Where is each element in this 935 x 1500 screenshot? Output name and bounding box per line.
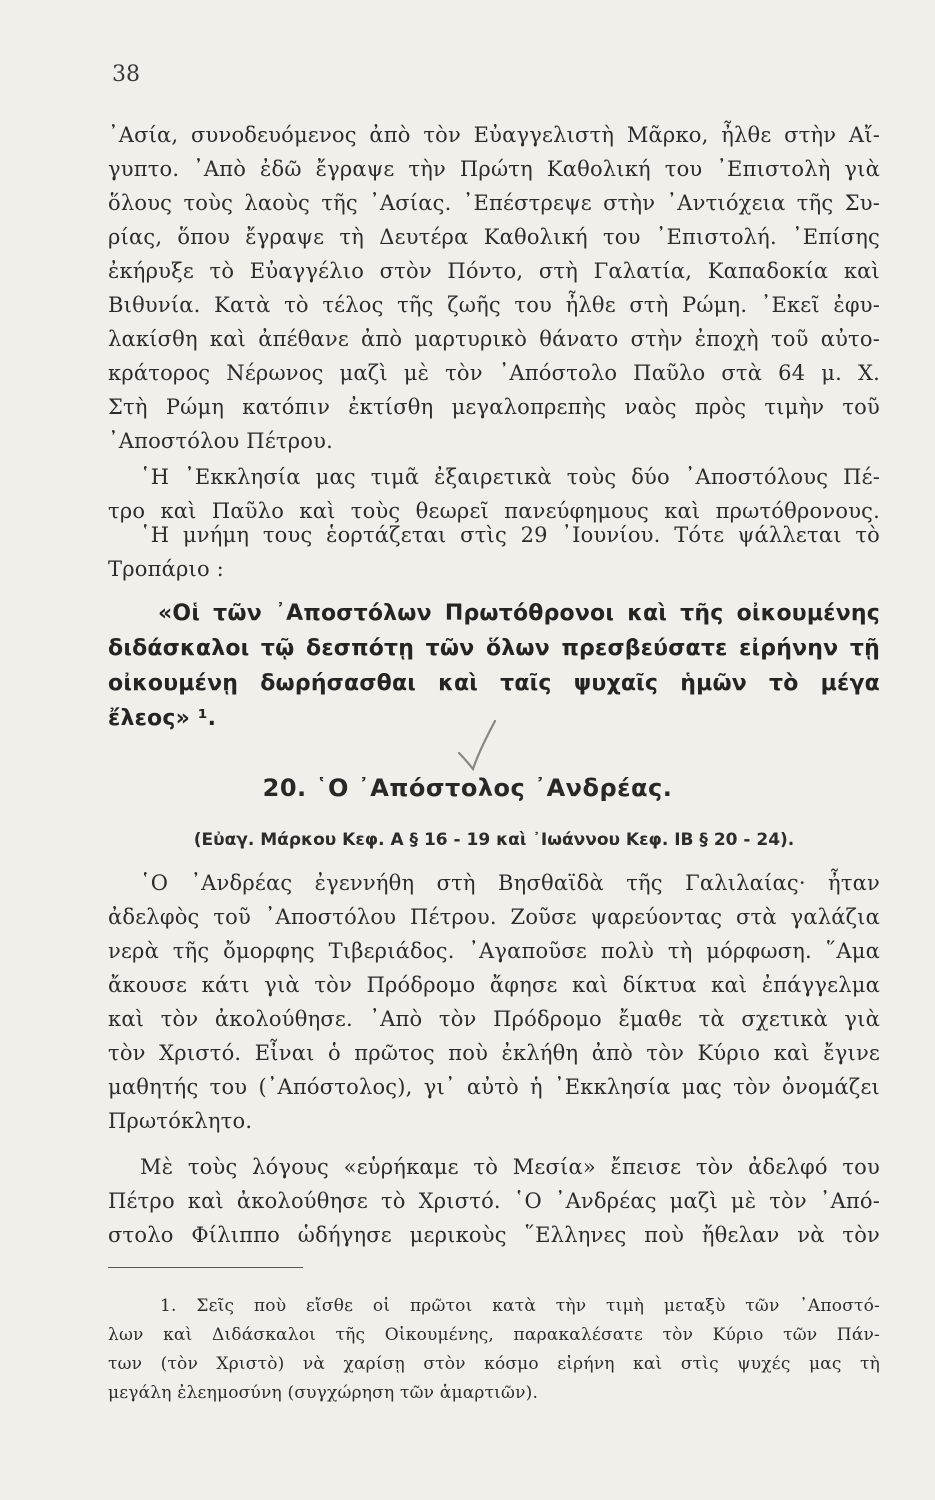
page-number: 38: [112, 62, 140, 87]
text-line: Μὲ τοὺς λόγους «εὑρήκαμε τὸ Μεσία» ἔπεισε τὸν ἀδελφό του: [140, 1155, 880, 1179]
hymn-line: οἰκουμένῃ δωρήσασθαι καὶ ταῖς ψυχαῖς ἡμῶν τὸ μέγα: [108, 671, 880, 696]
text-line: ῾Η μνήμη τους ἑορτάζεται στὶς 29 ᾿Ιουνίου. Τότε ψάλλεται τὸ: [140, 523, 880, 547]
footnote-line: λων καὶ Διδάσκαλοι τῆς Οἰκουμένης, παρακαλέσατε τὸν Κύριο τῶν Πάν-: [108, 1325, 880, 1345]
paragraph-peter-life: [108, 118, 880, 458]
text-line: τὸν Χριστό. Εἶναι ὁ πρῶτος ποὺ ἐκλήθη ἀπὸ τὸν Κύριο καὶ ἔγινε: [108, 1041, 880, 1065]
footnote-line: των (τὸν Χριστὸ) νὰ χαρίσῃ στὸν κόσμο εἰρήνη καὶ στὶς ψυχές μας τὴ: [108, 1354, 880, 1374]
text-line: Πέτρο καὶ ἀκολούθησε τὸ Χριστό. ῾Ο ᾿Ανδρέας μαζὶ μὲ τὸν ᾿Από-: [108, 1189, 880, 1213]
hymn-line: διδάσκαλοι τῷ δεσπότῃ τῶν ὅλων πρεσβεύσατε εἰρήνην τῇ: [108, 636, 880, 661]
text-line: στολο Φίλιππο ὡδήγησε μερικοὺς ῞Ελληνες ποὺ ἤθελαν νὰ τὸν: [108, 1223, 880, 1247]
paragraph-andrew-messiah: [108, 1150, 880, 1252]
text-line: λακίσθη καὶ ἀπέθανε ἀπὸ μαρτυρικὸ θάνατο στὴν ἐποχὴ τοῦ αὐτο-: [108, 327, 880, 351]
text-line: ῾Η ᾿Εκκλησία μας τιμᾶ ἐξαιρετικὰ τοὺς δύο ᾿Αποστόλους Πέ-: [140, 465, 880, 489]
footnote-divider: [108, 1267, 303, 1268]
text-line: καὶ τὸν ἀκολούθησε. ᾿Απὸ τὸν Πρόδρομο ἔμαθε τὰ σχετικὰ γιὰ: [108, 1007, 880, 1031]
text-line: Στὴ Ρώμη κατόπιν ἐκτίσθη μεγαλοπρεπὴς ναὸς πρὸς τιμὴν τοῦ: [108, 395, 880, 419]
text-line: κράτορος Νέρωνος μαζὶ μὲ τὸν ᾿Απόστολο Παῦλο στὰ 64 μ. Χ.: [108, 361, 880, 385]
paragraph-andrew-life: [108, 866, 880, 1138]
text-line: ἐκήρυξε τὸ Εὐαγγέλιο στὸν Πόντο, στὴ Γαλατία, Καπαδοκία καὶ: [108, 259, 880, 283]
footnote-line: 1. Σεῖς ποὺ εἴσθε οἱ πρῶτοι κατὰ τὴν τιμὴ μεταξὺ τῶν ᾿Αποστό-: [160, 1296, 880, 1316]
footnotes: [108, 1292, 880, 1408]
text-line: μαθητής του (᾿Απόστολος), γι᾿ αὐτὸ ἡ ᾿Εκκλησία μας τὸν ὀνομάζει: [108, 1075, 880, 1099]
section-heading: 20. ῾Ο ᾿Απόστολος ᾿Ανδρέας.: [262, 774, 673, 802]
hymn-line: «Οἱ τῶν ᾿Αποστόλων Πρωτόθρονοι καὶ τῆς οἰκουμένης: [158, 601, 880, 626]
text-line: νερὰ τῆς ὄμορφης Τιβεριάδος. ᾿Αγαποῦσε πολὺ τὴ μόρφωση. ῞Αμα: [108, 939, 880, 963]
text-line: γυπτο. ᾿Απὸ ἐδῶ ἔγραψε τὴν Πρώτη Καθολική του ᾿Επιστολὴ γιὰ: [108, 157, 880, 181]
text-line: ῾Ο ᾿Ανδρέας ἐγεννήθη στὴ Βησθαϊδὰ τῆς Γαλιλαίας· ἦταν: [140, 871, 880, 895]
text-line: Βιθυνία. Κατὰ τὸ τέλος τῆς ζωῆς του ἦλθε στὴ Ρώμη. ᾿Εκεῖ ἐφυ-: [108, 293, 880, 317]
text-line: ᾿Ασία, συνοδευόμενος ἀπὸ τὸν Εὐαγγελιστὴ Μᾶρκο, ἦλθε στὴν Αἴ-: [108, 123, 880, 147]
paragraph-feast-day: [108, 518, 880, 586]
text-line: ὅλους τοὺς λαοὺς τῆς ᾿Ασίας. ᾿Επέστρεψε στὴν ᾿Αντιόχεια τῆς Συ-: [108, 191, 880, 215]
section-reference: (Εὐαγ. Μάρκου Κεφ. Α § 16 - 19 καὶ ᾿Ιωάννου Κεφ. ΙΒ § 20 - 24).: [193, 830, 795, 850]
text-line: ρίας, ὅπου ἔγραψε τὴ Δευτέρα Καθολική του ᾿Επιστολή. ᾿Επίσης: [108, 225, 880, 249]
text-line: ᾿Αποστόλου Πέτρου.: [108, 429, 333, 453]
text-line: Τροπάριο :: [108, 557, 224, 581]
hymn-line: ἔλεος» ¹.: [108, 706, 217, 731]
text-line: ἀδελφὸς τοῦ ᾿Αποστόλου Πέτρου. Ζοῦσε ψαρεύοντας στὰ γαλάζια: [108, 905, 880, 929]
handwritten-check-mark-icon: [455, 715, 505, 775]
text-line: τρο καὶ Παῦλο καὶ τοὺς θεωρεῖ πανεύφημους καὶ πρωτόθρονους.: [108, 499, 880, 523]
text-line: Πρωτόκλητο.: [108, 1109, 253, 1133]
footnote-line: μεγάλη ἐλεημοσύνη (συγχώρηση τῶν ἁμαρτιῶν).: [108, 1383, 539, 1403]
text-line: ἄκουσε κάτι γιὰ τὸν Πρόδρομο ἄφησε καὶ δίκτυα καὶ ἐπάγγελμα: [108, 973, 880, 997]
